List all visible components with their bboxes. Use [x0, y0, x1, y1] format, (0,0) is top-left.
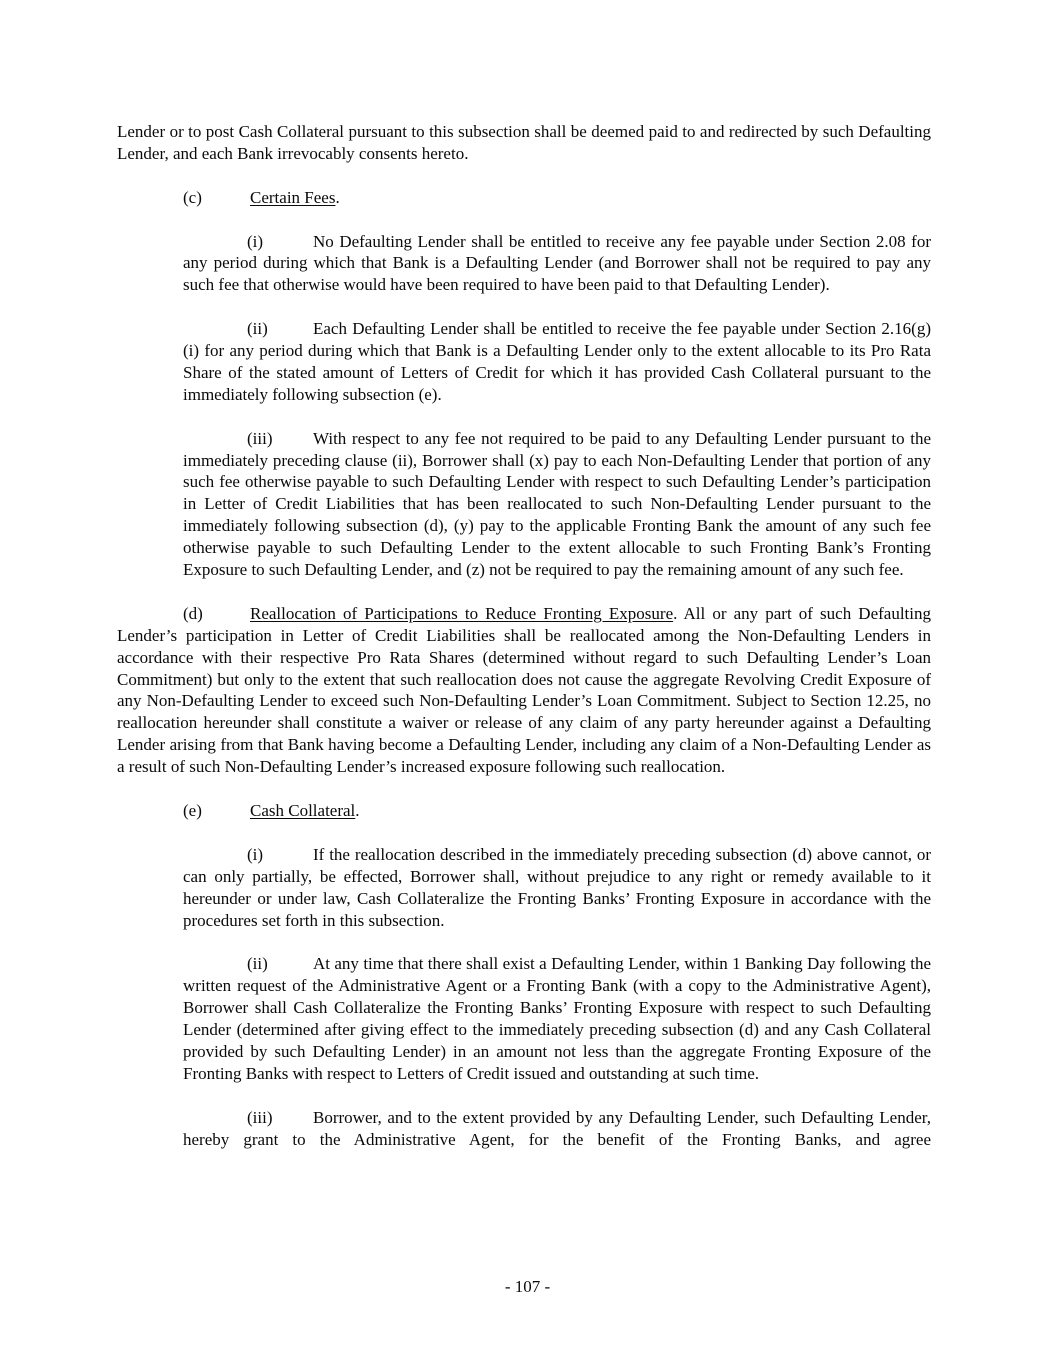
clause-d-title: Reallocation of Participations to Reduce Fronting Exposure — [250, 603, 674, 623]
clause-c-label: (c) — [183, 187, 202, 207]
clause-e-iii — [183, 1107, 931, 1151]
clause-e-title: Cash Collateral — [250, 801, 356, 820]
clause-c-ii — [183, 318, 931, 406]
clause-c-i-text: No Defaulting Lender shall be entitled to receive any fee payable under Section 2.08 for any period during which that Bank is a Defaulting Lender (and Borrower shall not be required to pay any such fee that otherwise would have been required to have been paid to that Defaulting Lender). — [183, 231, 931, 295]
clause-e-heading — [117, 800, 931, 822]
clause-c-period: . — [335, 187, 340, 207]
clause-c-heading — [117, 187, 931, 209]
clause-c-ii-label: (ii) — [247, 319, 268, 339]
paragraph-continuation-text: Lender or to post Cash Collateral pursuant to this subsection shall be deemed paid to and redirected by such Defaulting Lender, and each Bank irrevocably consents hereto. — [117, 122, 931, 163]
clause-c-iii — [183, 428, 931, 581]
clause-c-iii-text: With respect to any fee not required to be paid to any Defaulting Lender pursuant to the immediately preceding clause (ii), Borrower shall (x) pay to each Non-Defaulting Lender that portion of any such fee otherwise payable to such Defaulting Lender with respect to such Defaulting Lender’s participation in Letter of Credit Liabilities that has been reallocated to such Non-Defaulting Lender pursuant to the immediately following subsection (d), (y) pay to the applicable Fronting Bank the amount of any such fee otherwise payable to such Defaulting Lender to the extent allocable to such Fronting Bank’s Fronting Exposure to such Defaulting Lender, and (z) not be required to pay the remaining amount of any such fee. — [183, 428, 931, 580]
clause-c-title: Certain Fees — [250, 187, 336, 207]
clause-e-ii-label: (ii) — [247, 954, 268, 974]
clause-c-i-label: (i) — [247, 231, 264, 251]
clause-d-text: All or any part of such Defaulting Lender’s participation in Letter of Credit Liabilities shall be reallocated among the Non-Defaulting Lenders in accordance with their respective Pro Rata Shares (determined without regard to such Defaulting Lender’s Loan Commitment) but only to the extent that such reallocation does not cause the aggregate Revolving Credit Exposure of any Non-Defaulting Lender to exceed such Non-Defaulting Lender’s Loan Commitment. Subject to Section 12.25, no reallocation hereunder shall constitute a waiver or release of any claim of any party hereunder against a Defaulting Lender arising from that Bank having become a Defaulting Lender, including any claim of a Non-Defaulting Lender as a result of such Non-Defaulting Lender’s increased exposure following such reallocation. — [117, 603, 931, 777]
clause-e-iii-label: (iii) — [247, 1107, 273, 1127]
clause-e-period: . — [355, 801, 360, 820]
clause-e-i-text: If the reallocation described in the immediately preceding subsection (d) above cannot, or can only partially, be effected, Borrower shall, without prejudice to any right or remedy available to it hereunder or under law, Cash Collateralize the Fronting Banks’ Fronting Exposure in accordance with the procedures set forth in this subsection. — [183, 844, 931, 930]
clause-c-ii-text: Each Defaulting Lender shall be entitled to receive the fee payable under Section 2.16(g)(i) for any period during which that Bank is a Defaulting Lender only to the extent allocable to its Pro Rata Share of the stated amount of Letters of Credit for which it has provided Cash Collateral pursuant to the immediately following subsection (e). — [183, 319, 931, 404]
page-footer — [0, 1276, 1055, 1298]
clause-e-iii-text: Borrower, and to the extent provided by any Defaulting Lender, such Defaulting Lender, hereby grant to the Administrative Agent, for the benefit of the Fronting Banks, and agree — [183, 1107, 931, 1149]
page-body — [117, 121, 931, 1172]
clause-d — [117, 603, 931, 778]
page-number: - 107 - — [504, 1277, 551, 1296]
clause-e-ii-text: At any time that there shall exist a Defaulting Lender, within 1 Banking Day following the written request of the Administrative Agent or a Fronting Bank (with a copy to the Administrative Agent), Borrower shall Cash Collateralize the Fronting Banks’ Fronting Exposure with respect to such Defaulting Lender (determined after giving effect to the immediately preceding subsection (d) and any Cash Collateral provided by such Defaulting Lender) in an amount not less than the aggregate Fronting Exposure of the Fronting Banks with respect to Letters of Credit issued and outstanding at such time. — [183, 954, 931, 1083]
clause-c-iii-label: (iii) — [247, 428, 273, 448]
clause-e-i — [183, 844, 931, 932]
clause-e-label: (e) — [183, 801, 202, 820]
clause-c-i — [183, 231, 931, 297]
paragraph-continuation — [117, 121, 931, 165]
clause-d-label: (d) — [183, 603, 203, 623]
clause-d-period: . — [673, 603, 684, 623]
clause-e-i-label: (i) — [247, 844, 264, 864]
clause-e-ii — [183, 953, 931, 1084]
